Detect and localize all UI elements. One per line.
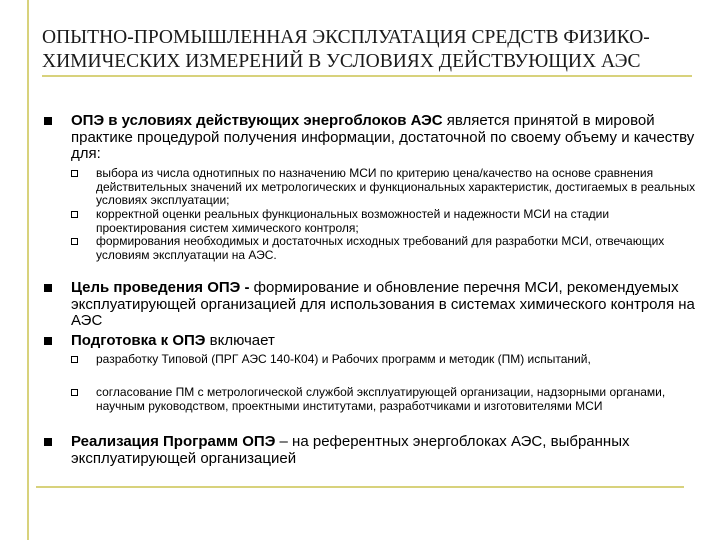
bullet-bold-text: Цель проведения ОПЭ - bbox=[71, 279, 254, 296]
title-line-1: ОПЫТНО-ПРОМЫШЛЕННАЯ ЭКСПЛУАТАЦИЯ СРЕДСТВ ФИЗИКО- bbox=[42, 27, 650, 48]
square-bullet-icon bbox=[44, 117, 52, 125]
hollow-square-bullet-icon bbox=[71, 170, 78, 177]
slide-title bbox=[42, 26, 702, 74]
sub-bullet-text: формирования необходимых и достаточных исходных требований для разработки МСИ, отвечающих условиям эксплуатации на АЭС. bbox=[96, 234, 665, 262]
bullet-text: включает bbox=[205, 332, 275, 349]
sub-bullet-selection bbox=[96, 167, 696, 208]
bullet-text: формирование и обновление перечня МСИ, рекомендуемых эксплуатирующей организацией для использования в системах химического контроля на АЭС bbox=[71, 279, 695, 329]
sub-bullet-text: выбора из числа однотипных по назначению МСИ по критерию цена/качество на основе сравнения действительных значений их метрологических и функциональных характеристик, достигаемых в реальных условиях эксплуатации; bbox=[96, 166, 696, 207]
bullet-bold-text: Реализация Программ ОПЭ bbox=[71, 433, 276, 450]
hollow-square-bullet-icon bbox=[71, 356, 78, 363]
bottom-divider bbox=[36, 486, 684, 488]
bullet-text: – на референтных энергоблоках АЭС, выбранных эксплуатирующей организацией bbox=[71, 433, 630, 467]
bullet-ope-preparation bbox=[71, 333, 701, 350]
sub-bullet-requirements bbox=[96, 235, 696, 262]
hollow-square-bullet-icon bbox=[71, 389, 78, 396]
sub-bullet-program-approval bbox=[96, 386, 696, 413]
sub-bullet-text: разработку Типовой (ПРГ АЭС 140-К04) и Рабочих программ и методик (ПМ) испытаний, bbox=[96, 352, 591, 366]
sub-bullet-text: корректной оценки реальных функциональных возможностей и надежности МСИ на стадии проектирования систем химического контроля; bbox=[96, 207, 610, 235]
square-bullet-icon bbox=[44, 438, 52, 446]
left-decorative-line bbox=[27, 0, 29, 540]
sub-bullet-program-development bbox=[96, 353, 696, 367]
bullet-bold-text: Подготовка к ОПЭ bbox=[71, 332, 206, 349]
square-bullet-icon bbox=[44, 284, 52, 292]
hollow-square-bullet-icon bbox=[71, 238, 78, 245]
sub-bullet-assessment bbox=[96, 208, 696, 235]
hollow-square-bullet-icon bbox=[71, 211, 78, 218]
bullet-ope-goal bbox=[71, 280, 701, 330]
title-line-2: ХИМИЧЕСКИХ ИЗМЕРЕНИЙ В УСЛОВИЯХ ДЕЙСТВУЮЩИХ АЭС bbox=[42, 51, 641, 72]
bullet-text: является принятой в мировой практике процедурой получения информации, достаточной по своему объему и качеству для: bbox=[71, 112, 695, 162]
bullet-ope-implementation bbox=[71, 434, 701, 467]
bullet-ope-conditions bbox=[71, 113, 701, 163]
title-divider bbox=[42, 75, 692, 77]
bullet-bold-text: ОПЭ в условиях действующих энергоблоков АЭС bbox=[71, 112, 443, 129]
sub-bullet-text: согласование ПМ с метрологической службой эксплуатирующей организации, надзорными органами, научным руководством, проектными институтами, разработчиками и изготовителями МСИ bbox=[96, 385, 666, 413]
square-bullet-icon bbox=[44, 337, 52, 345]
